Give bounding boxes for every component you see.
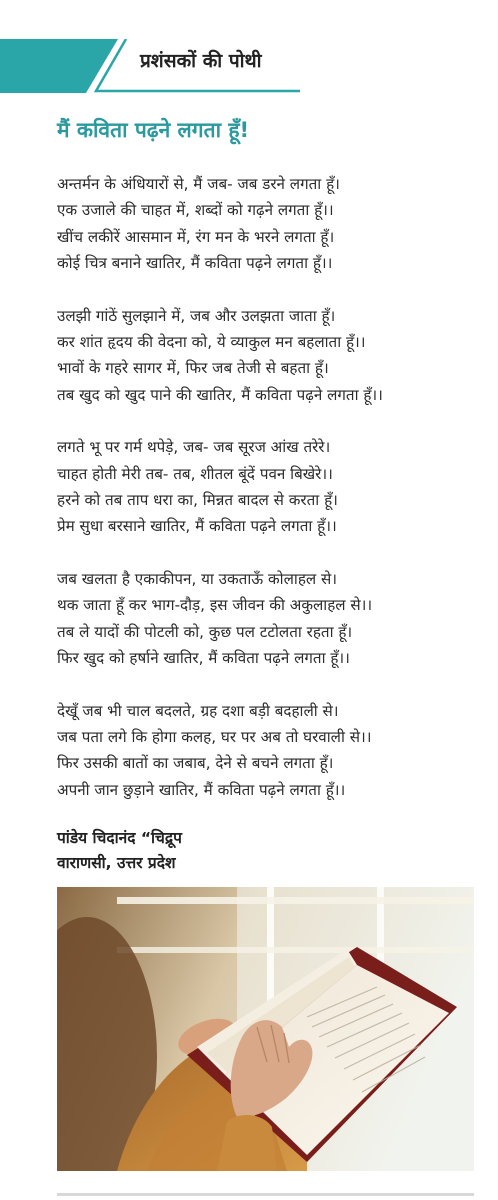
stanza: [57, 303, 487, 409]
poem-title: मैं कविता पढ़ने लगता हूँ!: [57, 118, 250, 142]
stanza: [57, 698, 487, 804]
stanza: [57, 434, 487, 540]
poem-line: कोई चित्र बनाने खातिर, मैं कविता पढ़ने लगता हूँ।।: [57, 254, 333, 273]
poem-line: फिर खुद को हर्षाने खातिर, मैं कविता पढ़ने लगता हूँ।।: [57, 649, 350, 668]
poem-line: जब पता लगे कि होगा कलह, घर पर अब तो घरवाली से।।: [57, 727, 372, 746]
poem-line: थक जाता हूँ कर भाग-दौड़, इस जीवन की अकुलाहल से।।: [57, 596, 373, 615]
poem-line: लगते भू पर गर्म थपेड़े, जब- जब सूरज आंख तरेरे।: [57, 438, 331, 457]
poem-line: हरने को तब ताप धरा का, मिन्नत बादल से करता हूँ।: [57, 491, 338, 510]
poem-line: तब खुद को खुद पाने की खातिर, मैं कविता पढ़ने लगता हूँ।।: [57, 385, 383, 404]
author-block: [57, 826, 182, 876]
poem-line: फिर उसकी बातों का जबाब, देने से बचने लगता हूँ।: [57, 754, 334, 773]
poem-body: [57, 171, 487, 829]
stanza: [57, 171, 487, 277]
author-location: वाराणसी, उत्तर प्रदेश: [57, 854, 176, 872]
poem-line: कर शांत हृदय की वेदना को, ये व्याकुल मन बहलाता हूँ।।: [57, 333, 366, 352]
stanza: [57, 566, 487, 672]
section-title: प्रशंसकों की पोथी: [140, 50, 262, 72]
poem-line: उलझी गांठें सुलझाने में, जब और उलझता जाता हूँ।: [57, 306, 336, 325]
reading-photo: [57, 887, 474, 1171]
poem-line: देखूँ जब भी चाल बदलते, ग्रह दशा बड़ी बदहाली से।: [57, 701, 339, 720]
section-banner: [0, 39, 300, 93]
poem-line: एक उजाले की चाहत में, शब्दों को गढ़ने लगता हूँ।।: [57, 201, 334, 220]
poem-line: अन्तर्मन के अंधियारों से, मैं जब- जब डरने लगता हूँ।: [57, 175, 340, 193]
poem-line: अपनी जान छुड़ाने खातिर, मैं कविता पढ़ने लगता हूँ।।: [57, 780, 346, 799]
poem-line: तब ले यादों की पोटली को, कुछ पल टटोलता रहता हूँ।: [57, 622, 353, 641]
reading-illustration: [57, 887, 474, 1171]
author-name: पांडेय चिदानंद “चिद्रूप: [57, 829, 182, 847]
poem-line: प्रेम सुधा बरसाने खातिर, मैं कविता पढ़ने लगता हूँ।।: [57, 517, 337, 536]
bottom-divider: [57, 1193, 474, 1196]
poem-line: चाहत होती मेरी तब- तब, शीतल बूंदें पवन बिखेरे।।: [57, 464, 333, 483]
poem-line: जब खलता है एकाकीपन, या उकताऊँ कोलाहल से।: [57, 569, 338, 588]
poem-line: खींच लकीरें आसमान में, रंग मन के भरने लगता हूँ।: [57, 227, 335, 246]
poem-line: भावों के गहरे सागर में, फिर जब तेजी से बहता हूँ।: [57, 359, 329, 378]
